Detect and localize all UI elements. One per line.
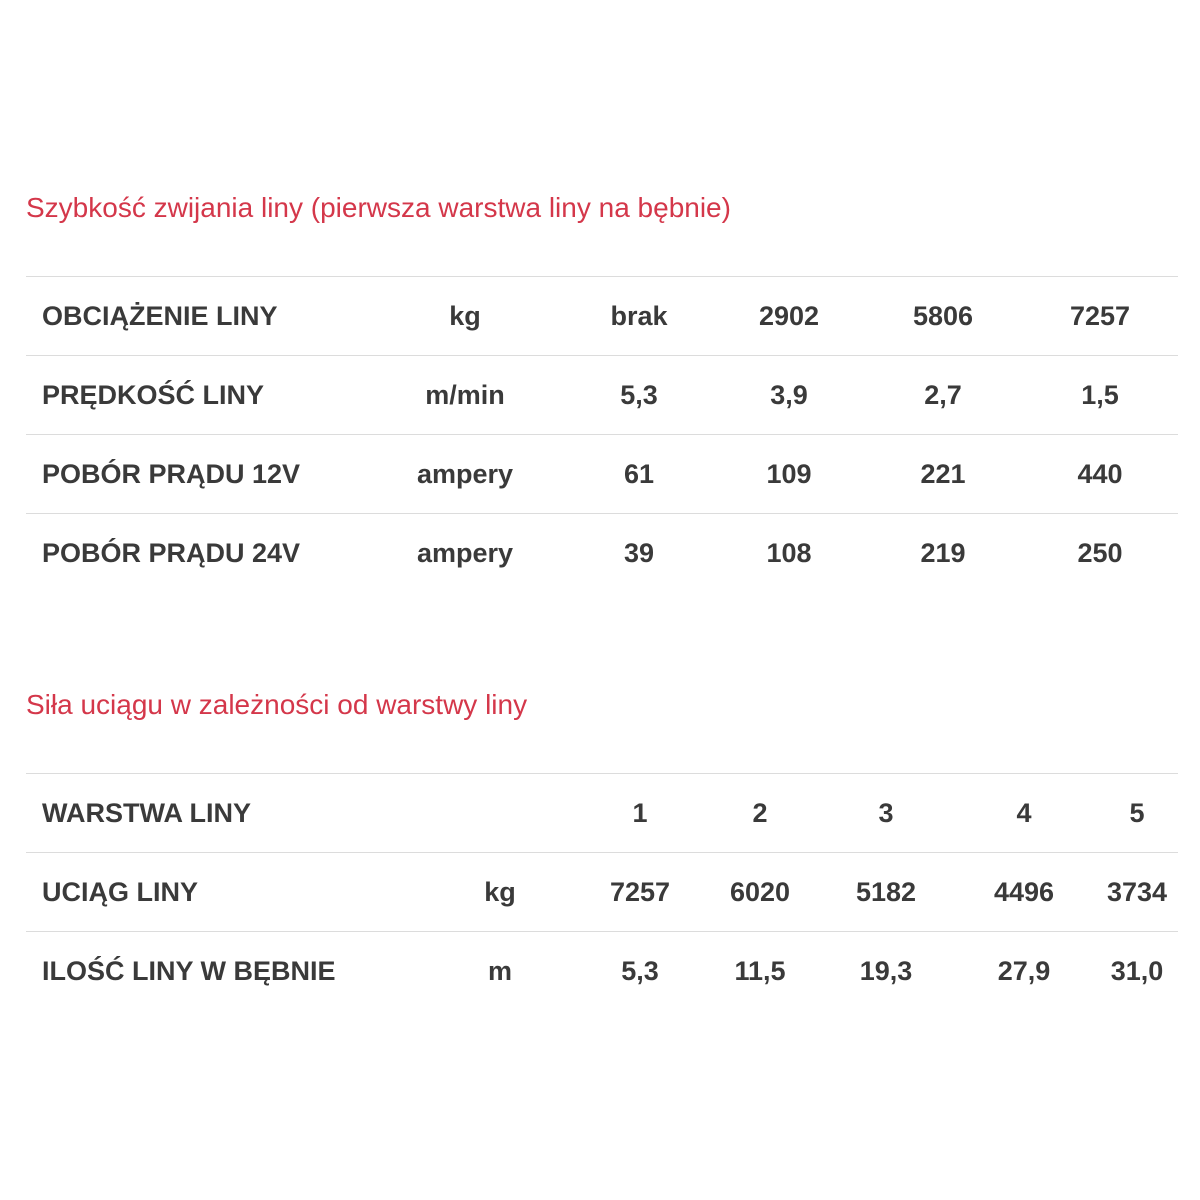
row-label: ILOŚĆ LINY W BĘBNIE: [42, 955, 336, 986]
cell-value: 2: [752, 797, 768, 828]
row-label: UCIĄG LINY: [42, 876, 199, 907]
cell-value: 2902: [758, 300, 820, 331]
pulling-force-table: [26, 773, 1178, 1011]
cell-value: 2,7: [924, 379, 962, 410]
cell-value: 250: [1077, 537, 1123, 568]
cell-value: 108: [766, 537, 812, 568]
section-title-winding-speed: Szybkość zwijania liny (pierwsza warstwa liny na bębnie): [26, 192, 731, 223]
row-label: PRĘDKOŚĆ LINY: [42, 379, 265, 410]
cell-value: 1: [632, 797, 648, 828]
row-unit: kg: [449, 300, 481, 331]
cell-value: 27,9: [997, 955, 1051, 986]
cell-value: 7257: [609, 876, 671, 907]
row-unit: kg: [484, 876, 516, 907]
cell-value: 7257: [1069, 300, 1131, 331]
row-label: WARSTWA LINY: [42, 797, 251, 828]
cell-value: 219: [920, 537, 966, 568]
cell-value: 4496: [993, 876, 1055, 907]
row-label: POBÓR PRĄDU 12V: [42, 458, 301, 489]
cell-value: 3: [878, 797, 894, 828]
row-unit: ampery: [416, 458, 514, 489]
cell-value: 4: [1016, 797, 1032, 828]
cell-value: 61: [623, 458, 655, 489]
cell-value: 31,0: [1110, 955, 1164, 986]
table-row: [26, 853, 1178, 932]
cell-value: 5182: [855, 876, 917, 907]
cell-value: 3,9: [770, 379, 808, 410]
cell-value: 6020: [729, 876, 791, 907]
table-row: [26, 774, 1178, 853]
winding-speed-table: [26, 276, 1178, 593]
row-unit: m/min: [425, 379, 505, 410]
cell-value: 39: [623, 537, 655, 568]
row-unit: m: [487, 955, 512, 986]
cell-value: 109: [766, 458, 812, 489]
section-title-pulling-force: Siła uciągu w zależności od warstwy liny: [26, 689, 528, 720]
cell-value: 5,3: [621, 955, 659, 986]
cell-value: 5806: [912, 300, 974, 331]
table-row: [26, 514, 1178, 593]
cell-value: 11,5: [734, 955, 786, 986]
cell-value: 1,5: [1081, 379, 1119, 410]
cell-value: brak: [610, 300, 668, 331]
table-row: [26, 932, 1178, 1011]
cell-value: 5: [1129, 797, 1145, 828]
table-row: [26, 435, 1178, 514]
table-row: [26, 277, 1178, 356]
row-label: OBCIĄŻENIE LINY: [42, 300, 278, 331]
row-label: POBÓR PRĄDU 24V: [42, 537, 301, 568]
table-row: [26, 356, 1178, 435]
cell-value: 221: [920, 458, 966, 489]
cell-value: 5,3: [620, 379, 658, 410]
row-unit: [420, 774, 580, 853]
cell-value: 440: [1077, 458, 1123, 489]
cell-value: 19,3: [859, 955, 913, 986]
row-unit: ampery: [416, 537, 514, 568]
cell-value: 3734: [1106, 876, 1168, 907]
